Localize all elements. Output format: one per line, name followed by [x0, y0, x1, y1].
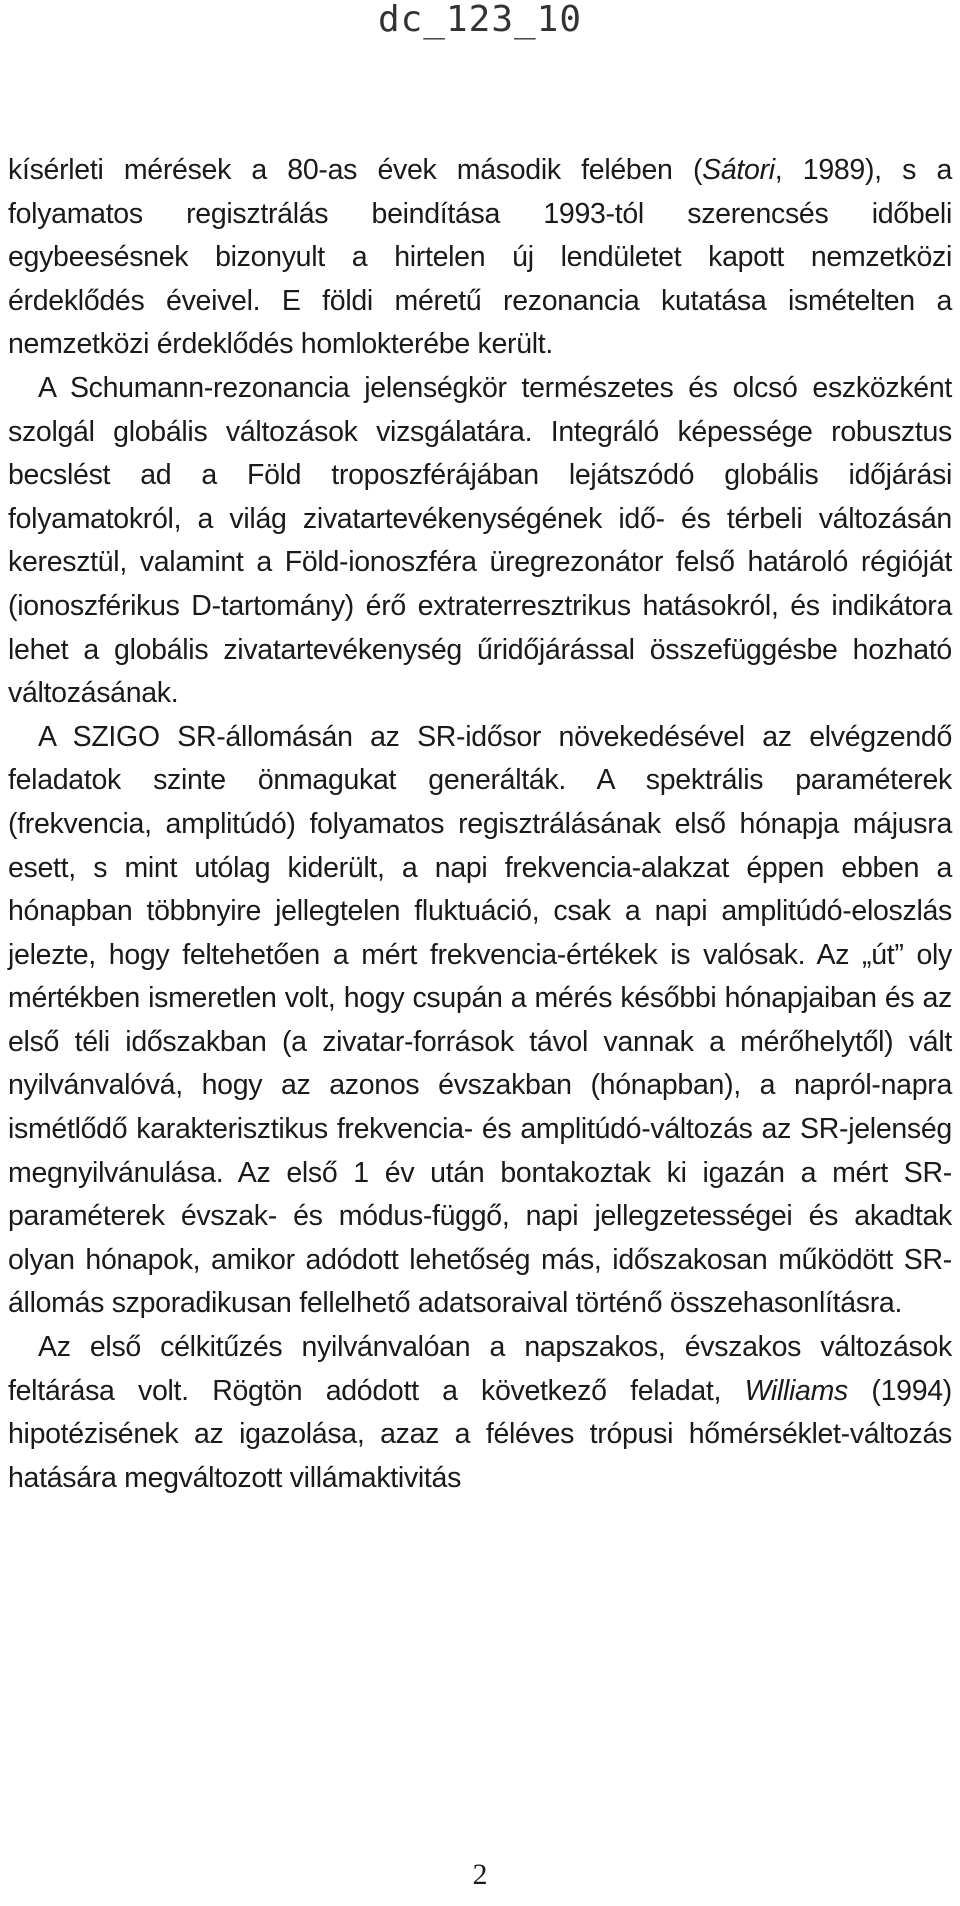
author-citation-satori: Sátori	[702, 154, 775, 186]
document-id: dc_123_10	[377, 0, 583, 40]
author-citation-williams: Williams	[744, 1374, 848, 1407]
paragraph-4-text-tail: (1994) hipotézisének az igazolása, azaz a féléves trópusi hőmérséklet-változás hatására megváltozott villámaktivitás	[8, 1374, 952, 1494]
paragraph-1-text-tail: , 1989), s a folyamatos regisztrálás beindítása 1993-tól szerencsés időbeli egybeesésnek bizonyult a hirtelen új lendületet kapott nemzetközi érdeklődés éveivel. E földi méretű rezonancia kutatása ismételten a nemzetközi érdeklődés homlokterébe került.	[8, 154, 952, 361]
paragraph-4-text: Az első célkitűzés nyilvánvalóan a napszakos, évszakos változások feltárása volt. Rögtön adódott a következő feladat,	[8, 1331, 952, 1407]
paragraph-1-text: kísérleti mérések a 80-as évek második felében (	[8, 154, 703, 186]
paragraph-2: A Schumann-rezonancia jelenségkör természetes és olcsó eszközként szolgál globális változások vizsgálatára. Integráló képessége robusztus becslést ad a Föld troposzférájában lejátszódó globális időjárási folyamatokról, a világ zivatartevékenységének idő- és térbeli változásán keresztül, valamint a Föld-ionoszféra üregrezonátor felső határoló régióját (ionoszférikus D-tartomány) érő extraterresztrikus hatásokról, és indikátora lehet a globális zivatartevékenység űridőjárással összefüggésbe hozható változásának.	[8, 371, 952, 710]
page-number: 2	[472, 1858, 488, 1891]
body-text	[8, 149, 952, 1500]
paragraph-1	[8, 149, 952, 367]
paragraph-3: A SZIGO SR-állomásán az SR-idősor növekedésével az elvégzendő feladatok szinte önmagukat generálták. A spektrális paraméterek (frekvencia, amplitúdó) folyamatos regisztrálásának első hónapja májusra esett, s mint utólag kiderült, a napi frekvencia-alakzat éppen ebben a hónapban többnyire jellegtelen fluktuáció, csak a napi amplitúdó-eloszlás jelezte, hogy feltehetően a mért frekvencia-értékek is valósak. Az „út” oly mértékben ismeretlen volt, hogy csupán a mérés későbbi hónapjaiban és az első téli időszakban (a zivatar-források távol vannak a mérőhelytől) vált nyilvánvalóvá, hogy az azonos évszakban (hónapban), a napról-napra ismétlődő karakterisztikus frekvencia- és amplitúdó-változás az SR-jelenség megnyilvánulása. Az első 1 év után bontakoztak ki igazán a mért SR-paraméterek évszak- és módus-függő, napi jellegzetességei és akadtak olyan hónapok, amikor adódott lehetőség más, időszakosan működött SR-állomás szporadikusan fellelhető adatsoraival történő összehasonlításra.	[8, 720, 952, 1320]
paragraph-4	[8, 1326, 952, 1500]
